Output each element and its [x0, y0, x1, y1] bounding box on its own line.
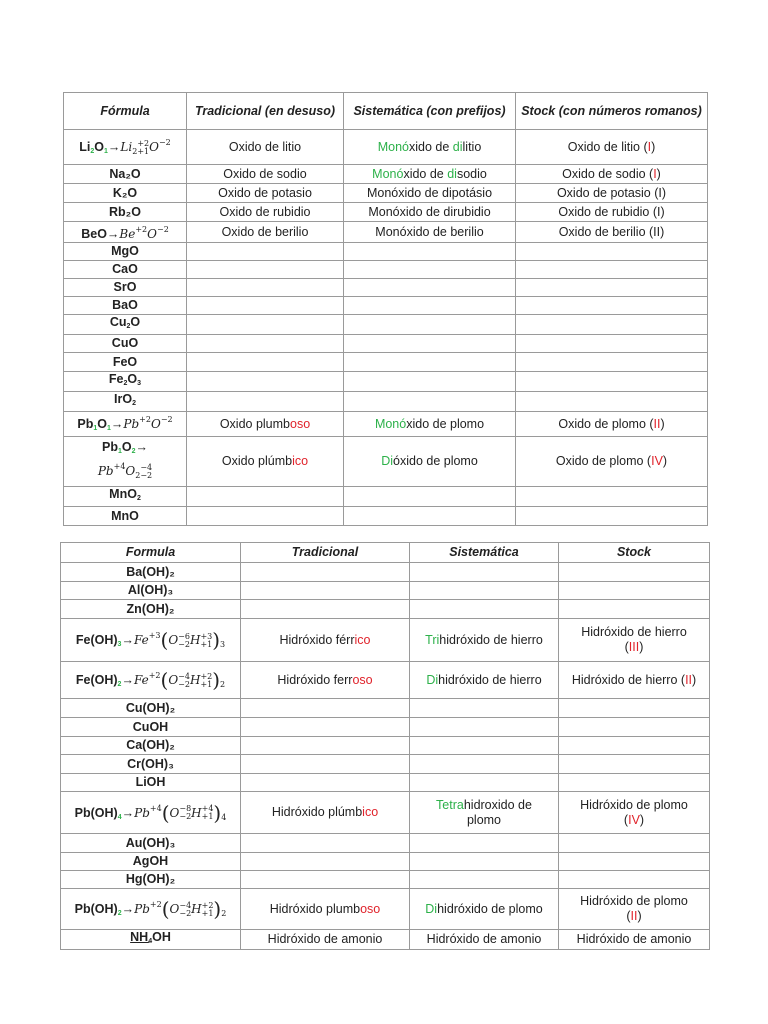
- systematic-cell: Dióxido de plomo: [344, 437, 516, 487]
- formula-cell: CuOH: [61, 718, 241, 737]
- systematic-cell: [410, 699, 559, 718]
- formula-cell: $NH_4OH$: [61, 930, 241, 950]
- table-row: [61, 582, 710, 600]
- formula-cell: $Pb_1O_2\to$ $Pb^{+4}O_2-4$ −2: [64, 437, 187, 487]
- stock-cell: Oxido de litio (I): [516, 130, 708, 165]
- table-row: [61, 699, 710, 718]
- stock-cell: [516, 261, 708, 279]
- table-row: [61, 619, 710, 662]
- table-row: [64, 372, 708, 392]
- stock-cell: [559, 834, 710, 853]
- systematic-cell: [410, 563, 559, 582]
- systematic-cell: Monóxido de plomo: [344, 412, 516, 437]
- systematic-cell: [410, 718, 559, 737]
- systematic-cell: [410, 871, 559, 889]
- formula-cell: CaO: [64, 261, 187, 279]
- systematic-cell: Monóxido de berilio: [344, 222, 516, 243]
- systematic-cell: Trihidróxido de hierro: [410, 619, 559, 662]
- stock-cell: [516, 315, 708, 335]
- formula-cell: $Cu_2O$: [64, 315, 187, 335]
- table-row: [64, 412, 708, 437]
- traditional-cell: [187, 335, 344, 353]
- systematic-cell: [344, 279, 516, 297]
- stock-cell: Hidróxido de hierro (II): [559, 662, 710, 699]
- hydroxides-header-row: [61, 543, 710, 563]
- formula-cell: Zn(OH)₂: [61, 600, 241, 619]
- formula-cell: Hg(OH)₂: [61, 871, 241, 889]
- traditional-cell: [241, 600, 410, 619]
- table-row: [64, 353, 708, 372]
- oxides-header-row: [64, 93, 708, 130]
- header-formula: Formula: [61, 543, 241, 563]
- stock-cell: [559, 563, 710, 582]
- formula-cell: Al(OH)₃: [61, 582, 241, 600]
- table-row: [64, 184, 708, 203]
- header-systematic: Sistemática: [410, 543, 559, 563]
- formula-cell: $Pb_1O_1\to Pb^{+2}O^{-2}$: [64, 412, 187, 437]
- systematic-cell: [344, 353, 516, 372]
- stock-cell: [516, 243, 708, 261]
- systematic-cell: Dihidróxido de plomo: [410, 889, 559, 930]
- table-row: [61, 834, 710, 853]
- traditional-cell: [187, 261, 344, 279]
- table-row: [61, 792, 710, 834]
- systematic-cell: [344, 507, 516, 526]
- traditional-cell: Oxido de potasio: [187, 184, 344, 203]
- stock-cell: [559, 774, 710, 792]
- traditional-cell: [187, 315, 344, 335]
- formula-cell: Ca(OH)₂: [61, 737, 241, 755]
- systematic-cell: Monóxido de dipotásio: [344, 184, 516, 203]
- formula-cell: $Pb(OH)_2\to Pb^{+2}(O-4$ −2H+2 $+1)_2$: [61, 889, 241, 930]
- systematic-cell: [410, 582, 559, 600]
- table-row: [61, 774, 710, 792]
- traditional-cell: [187, 279, 344, 297]
- stock-cell: Oxido de plomo (II): [516, 412, 708, 437]
- stock-cell: [559, 699, 710, 718]
- stock-cell: Oxido de rubidio (I): [516, 203, 708, 222]
- table-row: [61, 662, 710, 699]
- table-row: [61, 600, 710, 619]
- formula-cell: Cu(OH)₂: [61, 699, 241, 718]
- formula-cell: MnO$_2$: [64, 487, 187, 507]
- traditional-cell: Oxido de sodio: [187, 165, 344, 184]
- stock-cell: [516, 353, 708, 372]
- systematic-cell: [344, 261, 516, 279]
- stock-cell: [516, 297, 708, 315]
- traditional-cell: [187, 243, 344, 261]
- systematic-cell: Monóxido de dilitio: [344, 130, 516, 165]
- formula-cell: BaO: [64, 297, 187, 315]
- traditional-cell: Oxido de berilio: [187, 222, 344, 243]
- traditional-cell: Oxido de litio: [187, 130, 344, 165]
- systematic-cell: [344, 335, 516, 353]
- systematic-cell: Monóxido de dirubidio: [344, 203, 516, 222]
- table-row: [64, 487, 708, 507]
- stock-cell: [559, 737, 710, 755]
- systematic-cell: [344, 392, 516, 412]
- traditional-cell: [241, 774, 410, 792]
- table-row: [61, 563, 710, 582]
- header-stock: Stock: [559, 543, 710, 563]
- formula-cell: $Li_2O_1\to Li_2+2$ $+1O^{-2}$: [64, 130, 187, 165]
- traditional-cell: Oxido plúmbico: [187, 437, 344, 487]
- formula-cell: Rb₂O: [64, 203, 187, 222]
- systematic-cell: Monóxido de disodio: [344, 165, 516, 184]
- formula-cell: LiOH: [61, 774, 241, 792]
- systematic-cell: Dihidróxido de hierro: [410, 662, 559, 699]
- traditional-cell: [187, 507, 344, 526]
- stock-cell: [559, 755, 710, 774]
- table-row: [64, 297, 708, 315]
- table-row: [64, 279, 708, 297]
- table-row: [64, 130, 708, 165]
- systematic-cell: [410, 737, 559, 755]
- table-row: [64, 222, 708, 243]
- formula-cell: Ba(OH)₂: [61, 563, 241, 582]
- table-row: [64, 335, 708, 353]
- formula-cell: MnO: [64, 507, 187, 526]
- traditional-cell: Oxido de rubidio: [187, 203, 344, 222]
- traditional-cell: [187, 353, 344, 372]
- stock-cell: [559, 718, 710, 737]
- header-traditional: Tradicional: [241, 543, 410, 563]
- table-row: [64, 261, 708, 279]
- table-row: [64, 507, 708, 526]
- stock-cell: [516, 335, 708, 353]
- traditional-cell: [241, 718, 410, 737]
- stock-cell: Hidróxido de amonio: [559, 930, 710, 950]
- stock-cell: Oxido de potasio (I): [516, 184, 708, 203]
- formula-cell: Na₂O: [64, 165, 187, 184]
- stock-cell: Oxido de berilio (II): [516, 222, 708, 243]
- traditional-cell: Hidróxido de amonio: [241, 930, 410, 950]
- formula-cell: $BeO\to Be^{+2}O^{-2}$: [64, 222, 187, 243]
- formula-cell: CuO: [64, 335, 187, 353]
- formula-cell: $Fe(OH)_2\to Fe^{+2}(O-4$ −2H+2 $+1)_2$: [61, 662, 241, 699]
- formula-cell: $Pb(OH)_4\to Pb^{+4}(O-8$ −2H+4 $+1)_4$: [61, 792, 241, 834]
- table-row: [61, 718, 710, 737]
- stock-cell: [516, 392, 708, 412]
- stock-cell: Oxido de plomo (IV): [516, 437, 708, 487]
- table-row: [61, 853, 710, 871]
- traditional-cell: [241, 563, 410, 582]
- table-row: [64, 315, 708, 335]
- systematic-cell: [344, 487, 516, 507]
- header-traditional: Tradicional (en desuso): [187, 93, 344, 130]
- table-row: [61, 930, 710, 950]
- stock-cell: [559, 853, 710, 871]
- hydroxides-table: [60, 542, 710, 950]
- traditional-cell: [241, 853, 410, 871]
- table-row: [61, 871, 710, 889]
- systematic-cell: [410, 755, 559, 774]
- stock-cell: Hidróxido de plomo (II): [559, 889, 710, 930]
- formula-cell: MgO: [64, 243, 187, 261]
- systematic-cell: [344, 297, 516, 315]
- header-formula: Fórmula: [64, 93, 187, 130]
- traditional-cell: [241, 871, 410, 889]
- table-row: [61, 737, 710, 755]
- formula-cell: FeO: [64, 353, 187, 372]
- stock-cell: [516, 487, 708, 507]
- systematic-cell: Tetrahidroxido de plomo: [410, 792, 559, 834]
- traditional-cell: Hidróxido ferroso: [241, 662, 410, 699]
- header-stock: Stock (con números romanos): [516, 93, 708, 130]
- formula-cell: AgOH: [61, 853, 241, 871]
- stock-cell: [559, 600, 710, 619]
- traditional-cell: [241, 834, 410, 853]
- formula-cell: Au(OH)₃: [61, 834, 241, 853]
- traditional-cell: [241, 582, 410, 600]
- systematic-cell: [410, 853, 559, 871]
- table-row: [64, 392, 708, 412]
- formula-cell: SrO: [64, 279, 187, 297]
- oxides-table: [63, 92, 708, 526]
- systematic-cell: Hidróxido de amonio: [410, 930, 559, 950]
- systematic-cell: [410, 834, 559, 853]
- stock-cell: [559, 871, 710, 889]
- formula-cell: $Fe(OH)_3\to Fe^{+3}(O-6$ −2H+3 $+1)_3$: [61, 619, 241, 662]
- traditional-cell: Oxido plumboso: [187, 412, 344, 437]
- traditional-cell: [241, 755, 410, 774]
- systematic-cell: [344, 243, 516, 261]
- traditional-cell: [241, 737, 410, 755]
- header-systematic: Sistemática (con prefijos): [344, 93, 516, 130]
- systematic-cell: [344, 315, 516, 335]
- systematic-cell: [410, 600, 559, 619]
- traditional-cell: Hidróxido férrico: [241, 619, 410, 662]
- stock-cell: Oxido de sodio (I): [516, 165, 708, 184]
- traditional-cell: [187, 297, 344, 315]
- stock-cell: [516, 279, 708, 297]
- table-row: [64, 165, 708, 184]
- traditional-cell: [187, 372, 344, 392]
- formula-cell: $Fe_2O_3$: [64, 372, 187, 392]
- stock-cell: Hidróxido de plomo (IV): [559, 792, 710, 834]
- table-row: [61, 889, 710, 930]
- table-row: [64, 203, 708, 222]
- systematic-cell: [344, 372, 516, 392]
- stock-cell: [516, 507, 708, 526]
- table-row: [64, 437, 708, 487]
- traditional-cell: [241, 699, 410, 718]
- stock-cell: Hidróxido de hierro (III): [559, 619, 710, 662]
- formula-cell: Cr(OH)₃: [61, 755, 241, 774]
- stock-cell: [516, 372, 708, 392]
- traditional-cell: [187, 392, 344, 412]
- traditional-cell: Hidróxido plumboso: [241, 889, 410, 930]
- traditional-cell: Hidróxido plúmbico: [241, 792, 410, 834]
- table-row: [64, 243, 708, 261]
- table-row: [61, 755, 710, 774]
- formula-cell: K₂O: [64, 184, 187, 203]
- traditional-cell: [187, 487, 344, 507]
- stock-cell: [559, 582, 710, 600]
- systematic-cell: [410, 774, 559, 792]
- formula-cell: IrO$_2$: [64, 392, 187, 412]
